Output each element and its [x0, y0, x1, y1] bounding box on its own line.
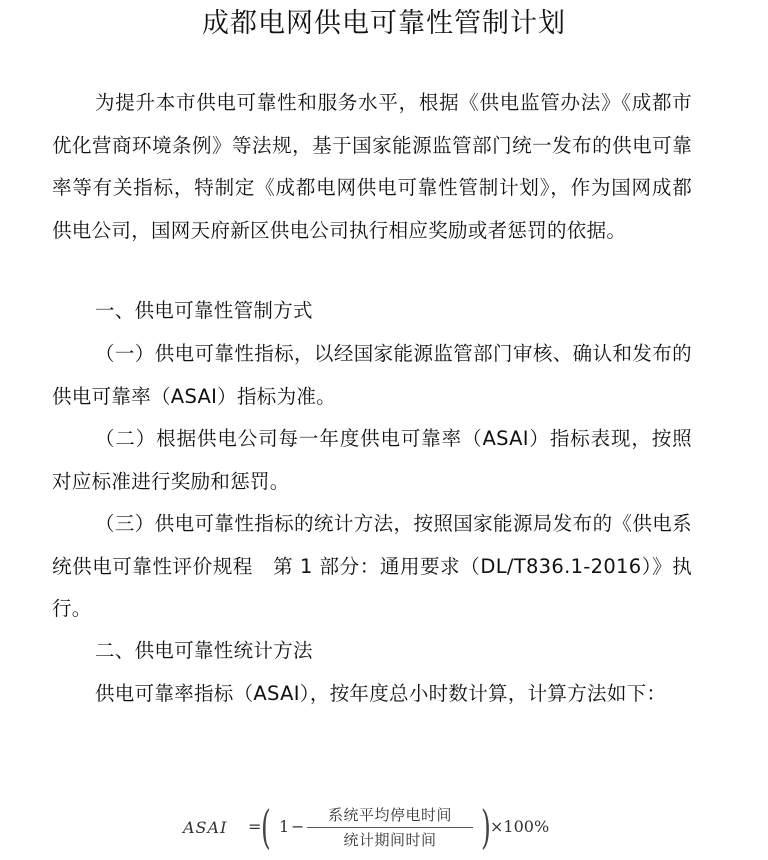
- item-1-paragraph: （一）供电可靠性指标，以经国家能源监管部门审核、确认和发布的供电可靠率（ASAI）指标为准。: [52, 342, 692, 408]
- intro-paragraph: 为提升本市供电可靠性和服务水平，根据《供电监管办法》《成都市优化营商环境条例》等法规，基于国家能源监管部门统一发布的供电可靠率等有关指标，特制定《成都电网供电可靠性管制计划》，作为国网成都供电公司，国网天府新区供电公司执行相应奖励或者惩罚的依据。: [52, 91, 692, 242]
- formula-multiplier: ×100%: [490, 817, 550, 836]
- formula-one: 1: [279, 817, 290, 836]
- asai-formula: [183, 800, 583, 856]
- formula-numerator: 系统平均停电时间: [327, 806, 452, 824]
- section-heading-1: 一、供电可靠性管制方式: [95, 299, 313, 322]
- item-2-paragraph: （二）根据供电公司每一年度供电可靠率（ASAI）指标表现，按照对应标准进行奖励和惩罚。: [52, 427, 692, 493]
- formula-fraction: [305, 804, 475, 851]
- formula-left-paren: (: [261, 800, 271, 854]
- formula-minus: −: [291, 817, 305, 836]
- formula-equals: =: [248, 817, 262, 836]
- formula-denominator: 统计期间时间: [343, 831, 437, 849]
- fraction-bar: [307, 827, 473, 828]
- formula-lhs: ASAI: [183, 818, 228, 837]
- section-heading-2: 二、供电可靠性统计方法: [95, 639, 313, 662]
- formula-right-paren: ): [481, 800, 491, 854]
- item-3-paragraph: （三）供电可靠性指标的统计方法，按照国家能源局发布的《供电系统供电可靠性评价规程 第 1 部分：通用要求（DL/T836.1-2016）》执行。: [52, 512, 692, 620]
- method-paragraph: 供电可靠率指标（ASAI），按年度总小时数计算，计算方法如下：: [95, 682, 667, 705]
- page-title: 成都电网供电可靠性管制计划: [202, 8, 566, 39]
